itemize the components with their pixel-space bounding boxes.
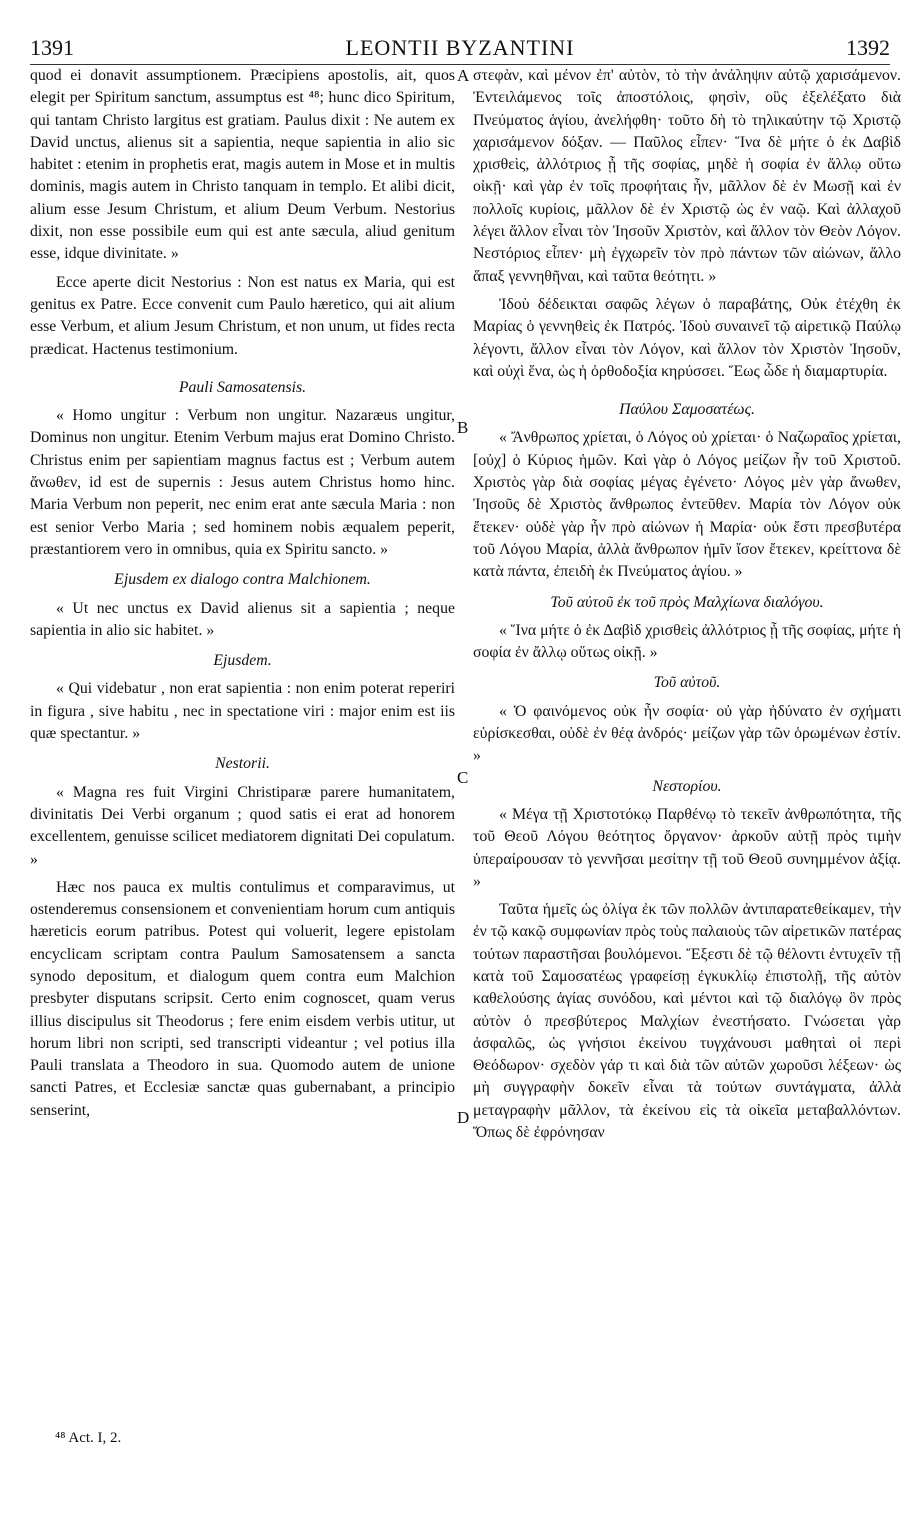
- latin-heading-ejusdem: Ejusdem.: [213, 652, 272, 670]
- greek-paragraph-6: « Μέγα τῇ Χριστοτόκῳ Παρθένῳ τὸ τεκεῖν ἀνθρωπότητα, τῆς τοῦ Θεοῦ Λόγου θεότητος ὄργανον· ἀρκοῦν αὐτῇ πρὸς τιμὴν ὑπεραίρουσαν τὸ γεννῆσαι μεσίτην τῇ τοῦ Θεοῦ συνημμένον ἀξίᾳ. »: [473, 805, 901, 890]
- latin-heading-malchion: Ejusdem ex dialogo contra Malchionem.: [114, 571, 371, 589]
- footnote: ⁴⁸ Act. I, 2.: [55, 1430, 122, 1446]
- margin-letter-a: A: [457, 66, 470, 85]
- greek-paragraph-4: « Ἵνα μήτε ὁ ἐκ Δαβὶδ χρισθεὶς ἀλλότριος ᾖ τῆς σοφίας, μήτε ἡ σοφία ἐν ἄλλῳ οὕτως οἰκῇ. »: [473, 621, 901, 662]
- greek-column: [473, 65, 901, 1150]
- latin-paragraph-1: quod ei donavit assumptionem. Præcipiens apostolis, ait, quos elegit per Spiritum sanctum, assumptus est ⁴⁸; hunc dico Spiritum, qui tantam Christo largitus est gratiam. Paulus dixit : Ne autem ex David unctus, alienus sit a sapientia, neque sapientia in alio sic habitet : etenim in prophetis erat, magis autem in Mose et in multis dominis, magis autem in Christo tanquam in templo. Et alibi dicit, alium esse Jesum Christum, et alium Deum Verbum. Nestorius dixit, non esse possibile eum qui est ante sæcula, aliud genitum esse, idque divinitate. »: [30, 67, 455, 263]
- running-title: LEONTII BYZANTINI: [345, 35, 575, 60]
- margin-letter-d: D: [457, 1108, 470, 1127]
- greek-heading-nestorius: Νεστορίου.: [652, 777, 722, 795]
- latin-paragraph-7: Hæc nos pauca ex multis contulimus et comparavimus, ut ostenderemus consensionem et convenientiam horum cum antiquis hæreticis eorum patribus. Potest qui voluerit, legere epistolam encyclicam scriptam contra Paulum Samosatensem a sancta synodo depositum, et dialogum quem contra eum Malchion presbyter disputans scripsit. Certo enim cognoscet, quam verus illius discipulus sit Theodorus ; fere enim eisdem verbis utitur, ut horum libri non scripti, sed transcripti videantur ; vel potius illa Pauli translata a Theodoro in sua. Quomodo autem de unione sancti Patres, et Ecclesiæ sanctæ quas gubernabant, a principio senserint,: [30, 878, 455, 1119]
- margin-letter-c: C: [457, 768, 469, 787]
- latin-paragraph-5: « Qui videbatur , non erat sapientia : non enim poterat reperiri in figura , sive habitu , nec in spectatione viri : major enim est iis quæ spectantur. »: [30, 680, 455, 743]
- greek-paragraph-1: στεφὰν, καὶ μένον ἐπ' αὐτὸν, τὸ τὴν ἀνάληψιν αὐτῷ χαρισάμενον. Ἐντειλάμενος τοῖς ἀποστόλοις, φησὶν, οὓς ἐξελέξατο διὰ Πνεύματος ἁγίου, ἀνελήφθη· τοῦτο δὴ τὸ τηλικαύτην τῷ Χριστῷ χαρισάμενον δόξαν. — Παῦλος εἶπεν· Ἵνα δὲ μήτε ὁ ἐκ Δαβὶδ χρισθεὶς, ἀλλότριος ᾖ τῆς σοφίας, μηδὲ ἡ σοφία ἐν ἄλλῳ οὕτω οἰκῇ· καὶ γὰρ ἐν τοῖς προφήταις ἦν, μᾶλλον δὲ ἐν Μωσῇ καὶ ἐν πολλοῖς κυρίοις, μᾶλλον δὲ ἐν Χριστῷ ὡς ἐν ναῷ. Καὶ ἀλλαχοῦ λέγει ἄλλον εἶναι τὸν Ἰησοῦν Χριστὸν, καὶ ἄλλον τὸν Θεὸν Λόγον. Νεστόριος εἶπεν· μὴ ἐγχωρεῖν τὸν πρὸ πάντων τῶν αἰώνων, ἄλλο ἅπαξ γεννηθῆναι, καὶ ταῦτα θεότητι. »: [473, 67, 901, 285]
- latin-column: [30, 65, 455, 1128]
- latin-heading-paul: Pauli Samosatensis.: [178, 378, 307, 396]
- page-number-left: 1391: [30, 35, 74, 60]
- margin-letter-b: B: [457, 418, 469, 437]
- latin-heading-nestorius: Nestorii.: [215, 755, 270, 773]
- latin-paragraph-4: « Ut nec unctus ex David alienus sit a sapientia ; neque sapientia in alio sic habitet. »: [30, 599, 455, 639]
- greek-heading-ejusdem: Τοῦ αὐτοῦ.: [653, 674, 721, 692]
- running-header: [30, 35, 890, 67]
- latin-paragraph-2: Ecce aperte dicit Nestorius : Non est natus ex Maria, qui est genitus ex Patre. Ecce convenit cum Paulo hæretico, qui ait alium esse Verbum, et alium Jesum Christum, et non unum, ut fides recta prædicat. Hactenus testimonium.: [30, 273, 455, 358]
- greek-paragraph-5: « Ὁ φαινόμενος οὐκ ἦν σοφία· οὐ γὰρ ἠδύνατο ἐν σχήματι εὑρίσκεσθαι, οὐδὲ ἐν θέᾳ ἀνδρός· μείζων γὰρ τῶν ὁρωμένων ἐστίν. »: [473, 702, 901, 765]
- page-number-right: 1392: [846, 35, 890, 60]
- latin-paragraph-6: « Magna res fuit Virgini Christiparæ parere humanitatem, divinitatis Dei Verbi organum ; quod satis ei erat ad honorem excellentem, genuisse scilicet mediatorem dignitati Dei copulatum. »: [30, 783, 455, 868]
- latin-paragraph-3: « Homo ungitur : Verbum non ungitur. Nazaræus ungitur, Dominus non ungitur. Etenim Verbum majus erat Domino Christo. Christus enim per sapientiam magnus factus est ; Verbum autem ἄνωθεν, id est de supernis : Jesus autem Christus homo hinc. Maria Verbum non peperit, nec enim erat ante sæcula Maria : non est senior Verbo Maria ; sed hominem nobis æqualem peperit, præstantiorem vero in omnibus, quia ex Spiritu sancto. »: [30, 407, 455, 558]
- greek-paragraph-7: Ταῦτα ἡμεῖς ὡς ὀλίγα ἐκ τῶν πολλῶν ἀντιπαρατεθείκαμεν, τὴν ἐν τῷ κακῷ συμφωνίαν πρὸς τοὺς παλαιοὺς τῶν αἱρετικῶν πατέρας τούτων παραστῆσαι βουλόμενοι. Ἔξεστι δὲ τῷ θέλοντι ἐντυχεῖν τῇ κατὰ τοῦ Σαμοσατέως γραφείσῃ ἐγκυκλίῳ ἐπιστολῇ, τῆς αὐτὸν καθελούσης ἁγίας συνόδου, καὶ μέντοι καὶ τῷ διαλόγῳ ὃν πρὸς αὐτὸν ὁ πρεσβύτερος Μαλχίων ἐνεστήσατο. Γνώσεται γὰρ ἀσφαλῶς, ὡς γνήσιοι ἐκείνου τυγχάνουσι μαθηταὶ οἱ περὶ Θεόδωρον· σχεδὸν γάρ τι καὶ διὰ τῶν αὐτῶν χωροῦσι λέξεων· ὡς μὴ συγγραφὴν δοκεῖν εἶναι τὰ τούτων συντάγματα, ἀλλὰ μεταγραφὴν μᾶλλον, τὰ ἐκείνου εἰς τὰ οἰκεῖα μεταβαλλόντων. Ὅπως δὲ ἐφρόνησαν: [473, 901, 901, 1142]
- greek-paragraph-2: Ἰδοὺ δέδεικται σαφῶς λέγων ὁ παραβάτης, Οὐκ ἐτέχθη ἐκ Μαρίας ὁ γεννηθεὶς ἐκ Πατρός. Ἰδοὺ συναινεῖ τῷ αἱρετικῷ Παύλῳ λέγοντι, ἄλλον εἶναι τὸν Λόγον, καὶ ἄλλον τὸν Χριστὸν Ἰησοῦν, καὶ οὐχὶ ἕνα, ὡς ἡ ὀρθοδοξία κηρύσσει. Ἕως ὧδε ἡ διαμαρτυρία.: [473, 295, 901, 380]
- greek-paragraph-3: « Ἄνθρωπος χρίεται, ὁ Λόγος οὐ χρίεται· ὁ Ναζωραῖος χρίεται, [οὐχ] ὁ Κύριος ἡμῶν. Καὶ γὰρ ὁ Λόγος μείζων ἦν τοῦ Χριστοῦ. Χριστὸς γὰρ διὰ σοφίας μέγας ἐγένετο· Λόγος μὲν γὰρ ἄνωθεν, Ἰησοῦς δὲ Χριστὸς ἄνθρωπος ἐντεῦθεν. Μαρία τὸν Λόγον οὐκ ἔτεκεν· οὐδὲ γὰρ ἦν πρὸ αἰώνων ἡ Μαρία· οὐκ ἔστι πρεσβυτέρα τοῦ Λόγου Μαρία, ἀλλὰ ἄνθρωπον ἡμῖν ἴσον ἔτεκεν, κρείττονα δὲ κατὰ πάντα, ἐπειδὴ ἐκ Πνεύματος ἁγίου. »: [473, 429, 901, 581]
- greek-heading-malchion: Τοῦ αὐτοῦ ἐκ τοῦ πρὸς Μαλχίωνα διαλόγου.: [550, 593, 824, 611]
- greek-heading-paul: Παύλου Σαμοσατέως.: [619, 401, 755, 419]
